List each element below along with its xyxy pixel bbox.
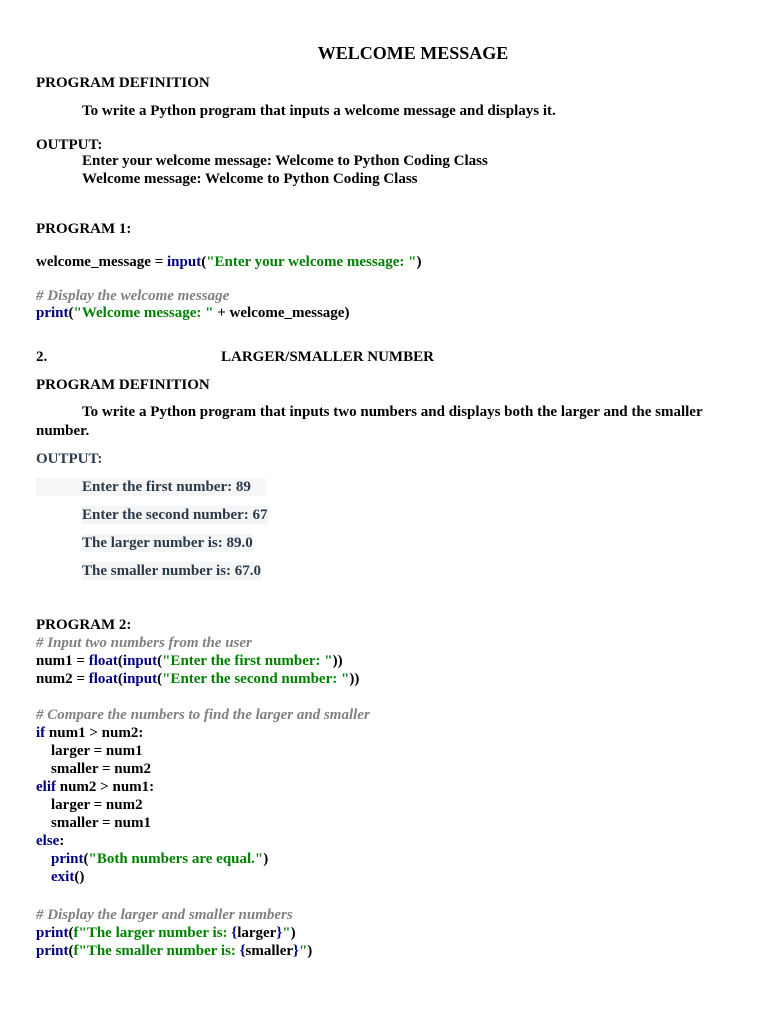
code-text: ( bbox=[83, 851, 89, 867]
program-heading: PROGRAM 2: bbox=[36, 617, 132, 633]
output-heading: OUTPUT: bbox=[36, 137, 103, 153]
code-string: "Both numbers are equal." bbox=[88, 851, 264, 867]
code-line bbox=[36, 670, 359, 688]
code-line: larger = num2 bbox=[51, 797, 143, 813]
program-definition-heading: PROGRAM DEFINITION bbox=[36, 75, 210, 91]
output-line: Enter the first number: 89 bbox=[82, 479, 251, 495]
code-comment: # Display the welcome message bbox=[36, 288, 230, 304]
code-line bbox=[36, 724, 143, 742]
code-text: + welcome_message) bbox=[213, 305, 350, 321]
code-keyword: else bbox=[36, 833, 60, 849]
code-text: num1 > num2: bbox=[45, 725, 144, 741]
code-builtin: float bbox=[88, 653, 118, 669]
code-string: "Enter your welcome message: " bbox=[206, 254, 417, 270]
program-heading: PROGRAM 1: bbox=[36, 221, 132, 237]
code-text: ) bbox=[290, 925, 296, 941]
output-line: Welcome message: Welcome to Python Coding Class bbox=[82, 171, 418, 187]
code-comment: # Display the larger and smaller numbers bbox=[36, 907, 293, 923]
code-builtin: float bbox=[88, 671, 118, 687]
code-text: num2 = bbox=[36, 671, 89, 687]
code-builtin: print bbox=[51, 851, 84, 867]
code-brace: { bbox=[239, 943, 246, 959]
program-definition-text: To write a Python program that inputs two numbers and displays both the larger and the smaller number. bbox=[36, 404, 703, 439]
code-string: "Enter the second number: " bbox=[162, 671, 350, 687]
code-builtin: exit bbox=[51, 869, 75, 885]
code-line: smaller = num1 bbox=[51, 815, 151, 831]
output-line: The smaller number is: 67.0 bbox=[82, 563, 262, 579]
code-text: ) bbox=[307, 943, 313, 959]
code-builtin: print bbox=[36, 943, 69, 959]
document-title: WELCOME MESSAGE bbox=[317, 43, 509, 63]
code-text: num1 = bbox=[36, 653, 89, 669]
code-text: ( bbox=[157, 653, 163, 669]
section-heading: LARGER/SMALLER NUMBER bbox=[221, 349, 434, 365]
code-text: ( bbox=[68, 925, 74, 941]
code-line bbox=[36, 832, 64, 850]
code-text: )) bbox=[332, 653, 343, 669]
code-text: ( bbox=[117, 671, 123, 687]
code-text: welcome_message = bbox=[36, 254, 168, 270]
output-heading: OUTPUT: bbox=[36, 451, 103, 467]
code-line bbox=[36, 304, 349, 322]
code-text: ) bbox=[416, 254, 422, 270]
output-line: Enter your welcome message: Welcome to Python Coding Class bbox=[82, 153, 488, 169]
code-string: "Welcome message: " bbox=[73, 305, 214, 321]
code-builtin: input bbox=[122, 671, 158, 687]
code-text: ( bbox=[68, 305, 74, 321]
code-text: ) bbox=[263, 851, 269, 867]
code-comment: # Compare the numbers to find the larger and smaller bbox=[36, 707, 370, 723]
output-line: The larger number is: 89.0 bbox=[82, 535, 253, 551]
code-keyword: if bbox=[36, 725, 46, 741]
code-line bbox=[36, 924, 296, 942]
code-comment: # Input two numbers from the user bbox=[36, 635, 252, 651]
code-line bbox=[36, 652, 343, 670]
code-line bbox=[36, 778, 154, 796]
code-builtin: input bbox=[122, 653, 158, 669]
code-text: smaller bbox=[245, 943, 294, 959]
code-brace: { bbox=[231, 925, 238, 941]
code-line bbox=[36, 253, 421, 271]
code-text: ( bbox=[201, 254, 207, 270]
code-text: : bbox=[59, 833, 65, 849]
code-line bbox=[36, 942, 312, 960]
code-text: ( bbox=[157, 671, 163, 687]
code-string: " bbox=[298, 943, 308, 959]
code-text: ( bbox=[117, 653, 123, 669]
code-line: smaller = num2 bbox=[51, 761, 151, 777]
code-text: () bbox=[74, 869, 85, 885]
code-string: f"The larger number is: bbox=[73, 925, 232, 941]
code-brace: } bbox=[276, 925, 283, 941]
program-definition-text: To write a Python program that inputs a welcome message and displays it. bbox=[82, 103, 556, 119]
code-string: f"The smaller number is: bbox=[73, 943, 240, 959]
code-builtin: input bbox=[167, 254, 202, 270]
code-line: larger = num1 bbox=[51, 743, 143, 759]
code-brace: } bbox=[293, 943, 299, 959]
code-text: ( bbox=[68, 943, 74, 959]
code-text: num2 > num1: bbox=[56, 779, 155, 795]
output-line: Enter the second number: 67 bbox=[82, 507, 268, 523]
code-keyword: elif bbox=[36, 779, 56, 795]
code-text: )) bbox=[349, 671, 360, 687]
code-string: "Enter the first number: " bbox=[162, 653, 333, 669]
code-line bbox=[51, 850, 268, 868]
program-definition-heading: PROGRAM DEFINITION bbox=[36, 377, 210, 393]
section-number: 2. bbox=[36, 349, 48, 365]
code-line bbox=[51, 868, 84, 886]
code-builtin: print bbox=[36, 925, 69, 941]
code-builtin: print bbox=[36, 305, 69, 321]
code-text: larger bbox=[237, 925, 277, 941]
code-string: " bbox=[282, 925, 291, 941]
